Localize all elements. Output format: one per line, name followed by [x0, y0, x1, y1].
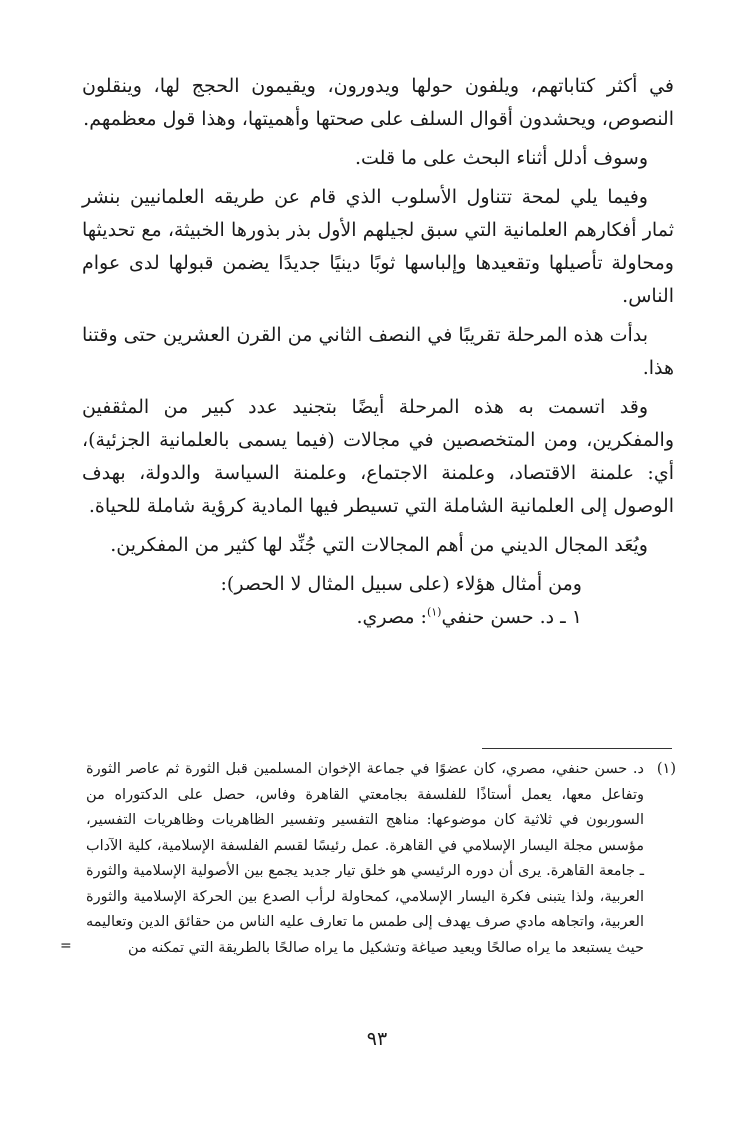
footnote-text: د. حسن حنفي، مصري، كان عضوًا في جماعة الإخوان المسلمين قبل الثورة ثم عاصر الثورة وتفاعل معها، يعمل أستاذًا للفلسفة بجامعتي القاهرة وفاس، حصل على الدكتوراه من السوربون في ثلاثية كان موضوعها: مناهج التفسير وتفسير الظاهريات وظاهريات التفسير، مؤسس مجلة اليسار الإسلامي في القاهرة. عمل رئيسًا لقسم الفلسفة الإسلامية، كلية الآداب ـ جامعة القاهرة. يرى أن دوره الرئيسي هو خلق تيار جديد يجمع بين الأصولية الإسلامية والثورة العربية، ولذا يتبنى فكرة اليسار الإسلامي، كمحاولة لرأب الصدع بين الحركة الإسلامية والثورة العربية، واتجاهه مادي صرف يهدف إلى طمس ما تعارف عليه الناس من حقائق الدين وتعاليمه حيث يستبعد ما يراه صالحًا ويعيد صياغة وتشكيل ما يراه صالحًا بالطريقة التي تمكنه من — [86, 761, 644, 956]
list-item-1 — [82, 601, 674, 634]
main-text-block — [82, 70, 674, 640]
paragraph-1: في أكثر كتاباتهم، ويلفون حولها ويدورون، ويقيمون الحجج لها، وينقلون النصوص، ويحشدون أقوال السلف على صحتها وأهميتها، وهذا قول معظمهم. — [82, 75, 674, 130]
footnote-separator — [482, 748, 672, 749]
page-number: ٩٣ — [366, 1028, 388, 1050]
paragraph-6: ويُعَد المجال الديني من أهم المجالات التي جُنِّد لها كثير من المفكرين. — [110, 534, 648, 556]
paragraph-5: وقد اتسمت به هذه المرحلة أيضًا بتجنيد عدد كبير من المثقفين والمفكرين، ومن المتخصصين في مجالات (فيما يسمى بالعلمانية الجزئية)، أي: علمنة الاقتصاد، وعلمنة الاجتماع، وعلمنة السياسة والدولة، بهدف الوصول إلى العلمانية الشاملة التي تسيطر فيها المادية كرؤية شاملة للحياة. — [82, 396, 674, 517]
footnote-block — [60, 757, 674, 961]
paragraph-2: وسوف أدلل أثناء البحث على ما قلت. — [354, 147, 648, 169]
footnote-number: (١) — [656, 761, 676, 777]
paragraph-3: وفيما يلي لمحة تتناول الأسلوب الذي قام عن طريقه العلمانيين بنشر ثمار أفكارهم العلمانية التي سبق لجيلهم الأول بذر بذورها الخبيثة، مع تحديثها ومحاولة تأصيلها وتقعيدها وإلباسها ثوبًا دينيًا جديدًا يضمن قبولها لدى عوام الناس. — [82, 186, 674, 307]
footnote-reference[interactable]: (١) — [426, 605, 442, 619]
paragraph-4: بدأت هذه المرحلة تقريبًا في النصف الثاني من القرن العشرين حتى وقتنا هذا. — [82, 324, 674, 379]
list-intro: ومن أمثال هؤلاء (على سبيل المثال لا الحصر): — [220, 573, 582, 595]
continuation-mark: = — [60, 937, 72, 954]
list-item-text: ١ ـ د. حسن حنفي — [441, 606, 582, 628]
list-item-suffix: : مصري. — [356, 606, 427, 628]
